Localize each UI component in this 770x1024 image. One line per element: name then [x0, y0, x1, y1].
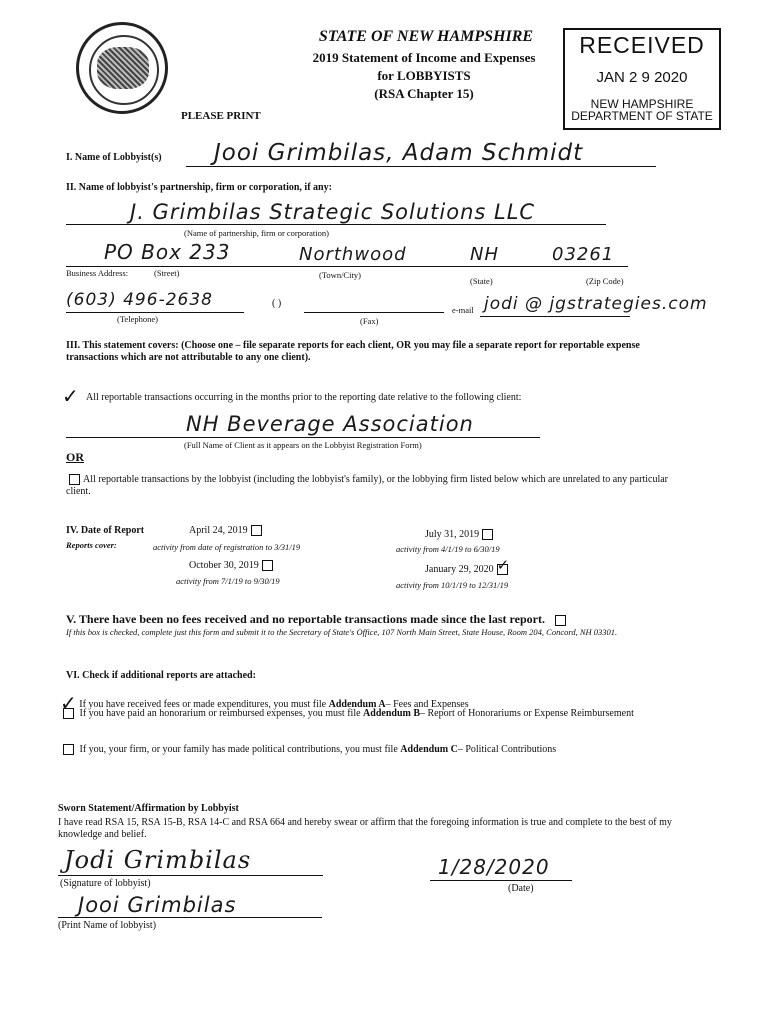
lobbyist-names-value[interactable]: Jooi Grimbilas, Adam Schmidt	[214, 140, 584, 166]
print-name-line	[58, 917, 322, 918]
section1-label: I. Name of Lobbyist(s)	[66, 152, 162, 163]
sign-date-value[interactable]: 1/28/2020	[438, 855, 550, 879]
email-line	[480, 316, 630, 317]
state-caption: (State)	[470, 276, 493, 286]
addendum-b-bold: Addendum B	[363, 708, 421, 719]
addendum-c-row	[60, 744, 700, 755]
addendum-c-checkbox[interactable]	[63, 744, 74, 755]
addendum-b-checkbox[interactable]	[63, 708, 74, 719]
address-line	[66, 266, 628, 267]
or-label: OR	[66, 450, 84, 464]
client-value[interactable]: NH Beverage Association	[186, 412, 474, 436]
range-october: activity from 7/1/19 to 9/30/19	[176, 576, 280, 586]
state-seal-image	[76, 22, 168, 114]
option2-checkbox[interactable]	[69, 474, 80, 485]
firm-line	[66, 224, 606, 225]
report-date-july	[425, 529, 496, 540]
addendum-b-pre: If you have paid an honorarium or reimbursed expenses, you must file	[79, 708, 364, 719]
option1-text: All reportable transactions occurring in the months prior to the reporting date relative to the following client:	[86, 392, 522, 403]
zip-caption: (Zip Code)	[586, 276, 624, 286]
section6-label: VI. Check if additional reports are attached:	[66, 670, 256, 681]
no-fees-checkbox[interactable]	[555, 615, 566, 626]
stamp-date: JAN 2 9 2020	[596, 69, 688, 86]
option1-checkmark[interactable]: ✓	[62, 386, 79, 408]
addendum-c-post: – Political Contributions	[457, 744, 557, 755]
state-value[interactable]: NH	[470, 244, 499, 265]
street-caption: (Street)	[154, 268, 180, 278]
section3-label: III. This statement covers: (Choose one – file separate reports for each client, OR you may file a separate report for reportable expense transactions which are not attributable to any one client).	[66, 340, 640, 363]
stamp-received: RECEIVED	[579, 32, 705, 58]
phone-caption: (Telephone)	[117, 314, 158, 324]
firm-caption: (Name of partnership, firm or corporation)	[184, 228, 329, 238]
range-january: activity from 10/1/19 to 12/31/19	[396, 580, 509, 590]
email-label: e-mail	[452, 305, 474, 315]
signature-caption: (Signature of lobbyist)	[60, 878, 151, 889]
phone-value[interactable]: (603) 496-2638	[66, 290, 213, 310]
fax-caption: (Fax)	[360, 316, 379, 326]
signature-value[interactable]: Jodi Grimbilas	[64, 846, 252, 874]
phone-line	[66, 312, 244, 313]
addendum-b-row	[60, 708, 680, 720]
received-stamp	[563, 28, 721, 130]
signature-line	[58, 875, 323, 876]
date-january-text: January 29, 2020	[425, 564, 494, 575]
section5-note: If this box is checked, complete just this form and submit it to the Secretary of State's Office, 107 North Main Street, State House, Room 204, Concord, NH 03301.	[66, 627, 618, 637]
reports-cover-label: Reports cover:	[66, 540, 117, 550]
email-value[interactable]: jodi @ jgstrategies.com	[484, 294, 708, 314]
report-date-january	[425, 558, 511, 575]
range-april: activity from date of registration to 3/31/19	[153, 542, 301, 552]
business-address-label: Business Address:	[66, 268, 129, 278]
name-line	[186, 166, 656, 167]
report-date-october	[189, 560, 276, 571]
date-july-text: July 31, 2019	[425, 529, 480, 540]
addendum-a-pre: If you have received fees or made expenditures, you must file	[79, 699, 329, 710]
please-print-label: PLEASE PRINT	[181, 110, 261, 122]
date-october-text: October 30, 2019	[189, 560, 259, 571]
client-line	[66, 437, 540, 438]
town-caption: (Town/City)	[319, 270, 361, 280]
section5-label: V. There have been no fees received and no reportable transactions made since the last report.	[66, 612, 545, 626]
addendum-c-bold: Addendum C	[400, 744, 458, 755]
section2-label: II. Name of lobbyist's partnership, firm or corporation, if any:	[66, 182, 332, 193]
section5-row	[66, 612, 569, 627]
addendum-a-checkmark[interactable]: ✓	[60, 693, 77, 715]
fax-prefix: ( )	[272, 298, 282, 309]
sworn-text: I have read RSA 15, RSA 15-B, RSA 14-C and RSA 664 and hereby swear or affirm that the foregoing information is true and complete to the best of my knowledge and belief.	[58, 817, 672, 840]
addendum-a-post: – Fees and Expenses	[385, 699, 469, 710]
client-caption: (Full Name of Client as it appears on the Lobbyist Registration Form)	[184, 440, 422, 450]
statement-title: 2019 Statement of Income and Expenses	[312, 50, 536, 65]
print-name-caption: (Print Name of lobbyist)	[58, 920, 157, 931]
section4-label: IV. Date of Report	[66, 525, 145, 536]
addendum-c-pre: If you, your firm, or your family has made political contributions, you must file	[79, 744, 401, 755]
zip-value[interactable]: 03261	[552, 244, 615, 265]
rsa-chapter: (RSA Chapter 15)	[374, 86, 474, 101]
addendum-b-post: – Report of Honorariums or Expense Reimbursement	[420, 708, 634, 719]
date-july-checkbox[interactable]	[482, 529, 493, 540]
date-april-text: April 24, 2019	[189, 525, 248, 536]
option2-text: All reportable transactions by the lobbyist (including the lobbyist's family), or the lobbying firm listed below which are unrelated to any particular client.	[66, 474, 668, 497]
stamp-org-line2: DEPARTMENT OF STATE	[571, 109, 713, 123]
january-checkmark: ✓	[496, 558, 510, 575]
date-line	[430, 880, 572, 881]
sworn-label: Sworn Statement/Affirmation by Lobbyist	[58, 803, 239, 814]
date-caption: (Date)	[508, 883, 534, 894]
date-april-checkbox[interactable]	[251, 525, 262, 536]
town-value[interactable]: Northwood	[299, 244, 407, 265]
addendum-a-bold: Addendum A	[328, 699, 386, 710]
option2-row	[66, 474, 686, 498]
firm-value[interactable]: J. Grimbilas Strategic Solutions LLC	[130, 200, 536, 224]
print-name-value[interactable]: Jooi Grimbilas	[78, 893, 237, 917]
date-january-checkbox[interactable]	[496, 558, 510, 575]
stamp-org-line1: NEW HAMPSHIRE	[590, 97, 694, 111]
date-october-checkbox[interactable]	[262, 560, 273, 571]
range-july: activity from 4/1/19 to 6/30/19	[396, 544, 500, 554]
state-title: STATE OF NEW HAMPSHIRE	[318, 28, 534, 45]
for-lobbyists-line: for LOBBYISTS	[377, 68, 471, 83]
report-date-april	[189, 525, 265, 536]
fax-line[interactable]	[304, 312, 444, 313]
street-value[interactable]: PO Box 233	[104, 240, 231, 264]
